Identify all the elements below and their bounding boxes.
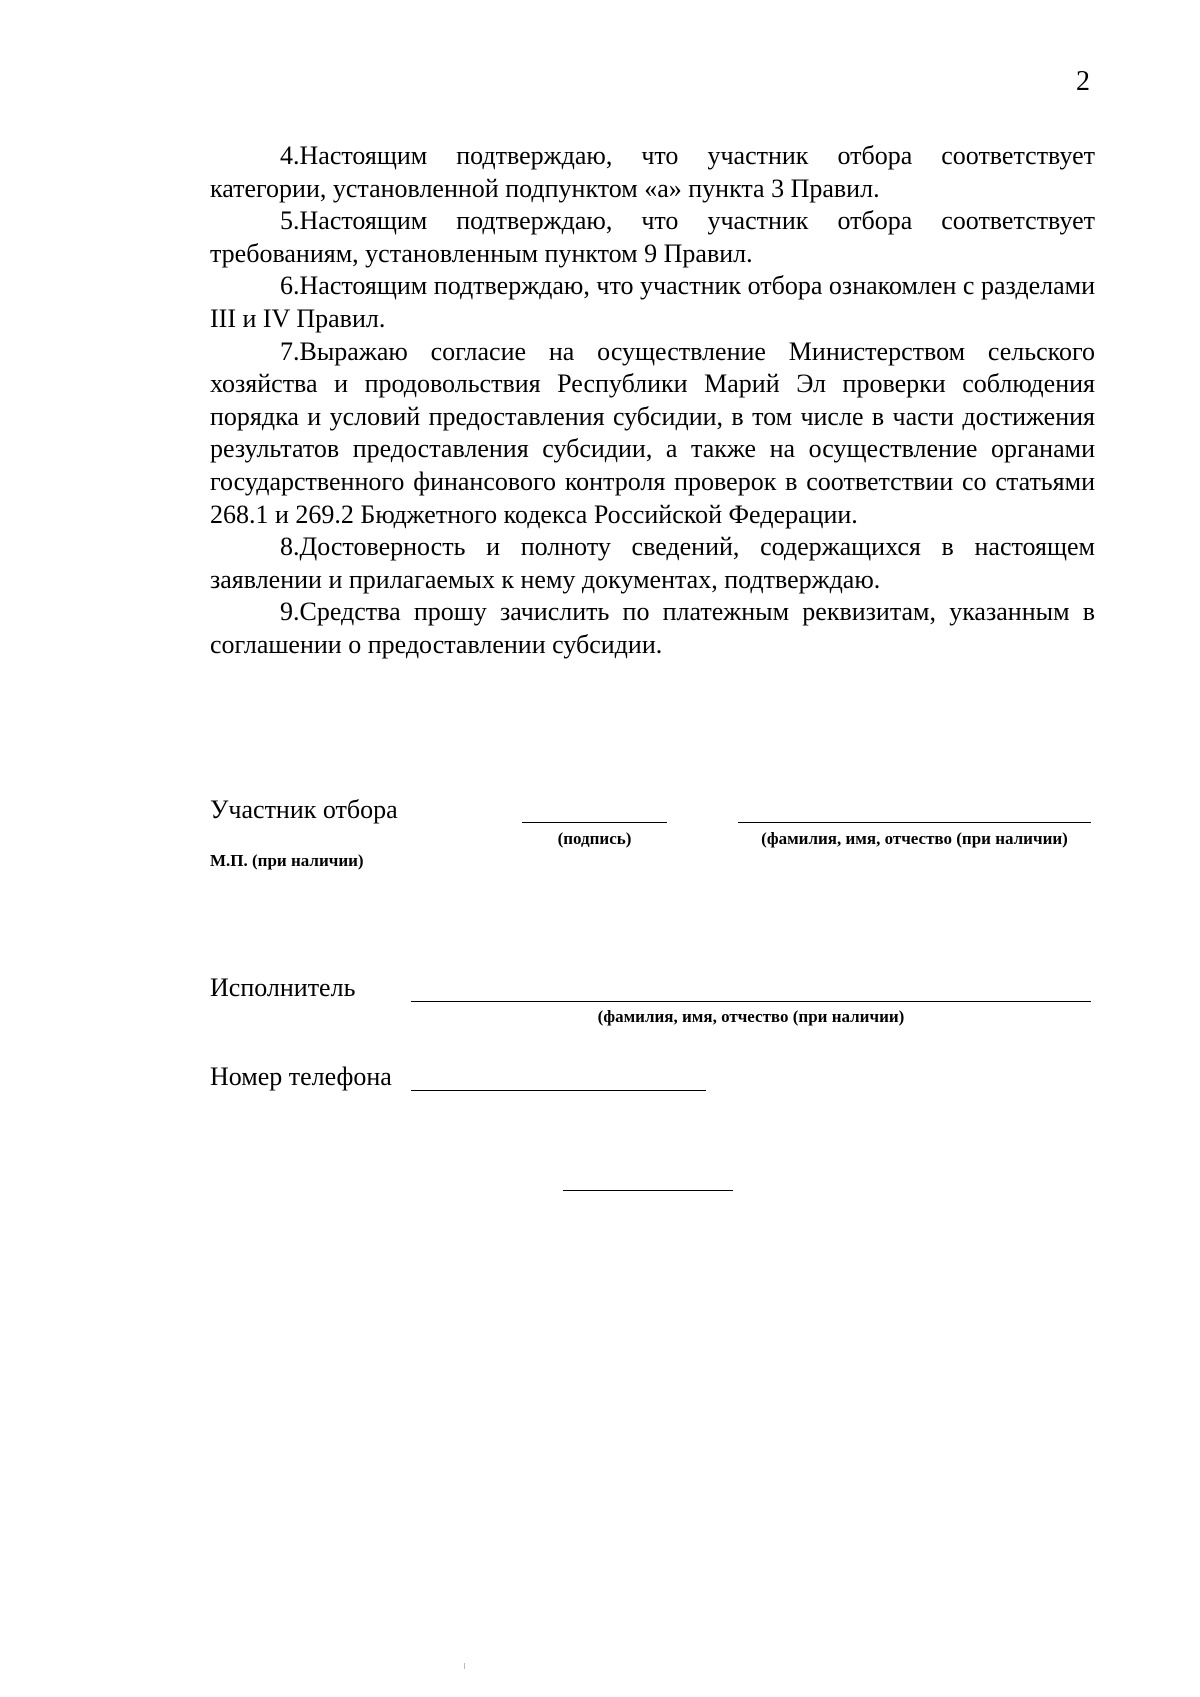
- end-separator-line: [563, 1190, 733, 1191]
- paragraph-text: Достоверность и полноту сведений, содержащихся в настоящем заявлении и прилагаемых к нему документах, подтверждаю.: [210, 532, 1095, 594]
- scan-artifact: [464, 1663, 465, 1669]
- paragraph-number: 7.: [280, 336, 300, 366]
- executor-name-caption: (фамилия, имя, отчество (при наличии): [597, 1007, 905, 1026]
- page-number: 2: [1076, 66, 1090, 97]
- participant-name-line[interactable]: [738, 822, 1091, 823]
- paragraph-text: Настоящим подтверждаю, что участник отбора соответствует категории, установленной подпунктом «а» пункта 3 Правил.: [210, 141, 1095, 203]
- paragraph-text: Средства прошу зачислить по платежным реквизитам, указанным в соглашении о предоставлении субсидии.: [210, 597, 1095, 659]
- signature-line[interactable]: [522, 822, 667, 823]
- participant-name-caption: (фамилия, имя, отчество (при наличии): [761, 829, 1068, 848]
- executor-name-line[interactable]: [411, 1001, 1091, 1002]
- paragraph-5: [210, 205, 1095, 270]
- signature-caption: (подпись): [557, 829, 632, 848]
- paragraph-text: Настоящим подтверждаю, что участник отбора соответствует требованиям, установленным пунктом 9 Правил.: [210, 206, 1095, 268]
- paragraph-number: 9.: [280, 597, 300, 627]
- paragraph-text: Настоящим подтверждаю, что участник отбора ознакомлен с разделами III и IV Правил.: [210, 271, 1095, 333]
- seal-label: М.П. (при наличии): [210, 851, 364, 870]
- paragraph-number: 8.: [280, 532, 300, 562]
- paragraph-4: [210, 140, 1095, 205]
- paragraph-text: Выражаю согласие на осуществление Министерством сельского хозяйства и продовольствия Республики Марий Эл проверки соблюдения порядка и условий предоставления субсидии, в том числе в части достижения результатов предоставления субсидии, а также на осуществление органами государственного финансового контроля проверок в соответствии со статьями 268.1 и 269.2 Бюджетного кодекса Российской Федерации.: [210, 336, 1095, 529]
- paragraph-7: [210, 336, 1095, 532]
- document-body: [210, 140, 1095, 662]
- paragraph-number: 4.: [280, 141, 300, 170]
- paragraph-6: [210, 270, 1095, 335]
- phone-label: Номер телефона: [210, 1062, 392, 1091]
- paragraph-number: 5.: [280, 206, 300, 236]
- paragraph-8: [210, 531, 1095, 596]
- phone-line[interactable]: [411, 1090, 706, 1091]
- participant-label: Участник отбора: [210, 795, 398, 824]
- paragraph-9: [210, 596, 1095, 661]
- executor-label: Исполнитель: [210, 973, 356, 1002]
- paragraph-number: 6.: [280, 271, 300, 301]
